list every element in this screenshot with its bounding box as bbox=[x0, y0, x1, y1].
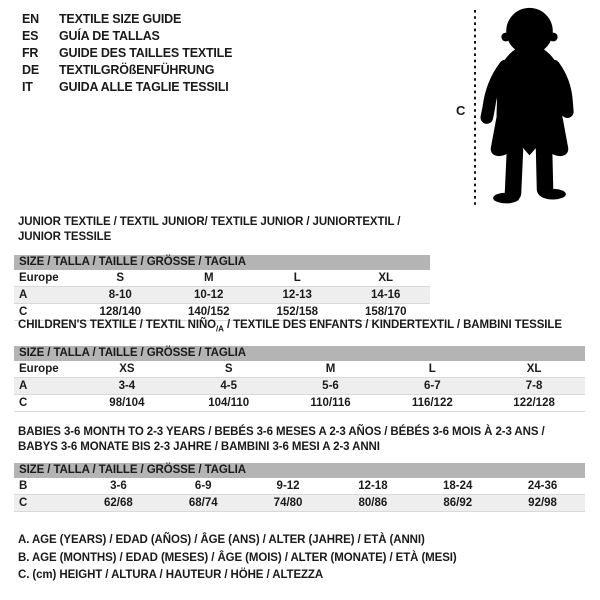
table-cell: 7-8 bbox=[483, 378, 585, 395]
row-header: B bbox=[14, 478, 76, 495]
table-cell: 6-9 bbox=[161, 478, 246, 495]
table-cell: 3-4 bbox=[76, 378, 178, 395]
baby-silhouette bbox=[487, 8, 568, 203]
table-cell: 80/86 bbox=[330, 495, 415, 512]
language-code: FR bbox=[22, 46, 39, 60]
babies-size-table bbox=[14, 478, 585, 512]
row-header: A bbox=[14, 378, 76, 395]
table-cell: 98/104 bbox=[76, 395, 178, 412]
language-title-list bbox=[22, 11, 232, 96]
table-header-band: SIZE / TALLA / TAILLE / GRÖSSE / TAGLIA bbox=[14, 255, 430, 270]
table-cell: 6-7 bbox=[381, 378, 483, 395]
table-cell: 24-36 bbox=[500, 478, 585, 495]
table-cell: 86/92 bbox=[415, 495, 500, 512]
children-size-table bbox=[14, 361, 585, 412]
table-cell: 12-18 bbox=[330, 478, 415, 495]
language-code: IT bbox=[22, 80, 33, 94]
language-title: GUIDE DES TAILLES TEXTILE bbox=[59, 46, 233, 60]
table-row bbox=[14, 270, 430, 287]
language-title: TEXTILGRÖßENFÜHRUNG bbox=[59, 63, 215, 77]
table-cell: XS bbox=[76, 361, 178, 378]
table-cell: S bbox=[76, 270, 165, 287]
legend-line-c: C. (cm) HEIGHT / ALTURA / HAUTEUR / HÖHE / ALTEZZA bbox=[18, 569, 324, 581]
table-cell: 9-12 bbox=[246, 478, 331, 495]
legend bbox=[18, 532, 457, 585]
language-code: ES bbox=[22, 29, 39, 43]
table-cell: L bbox=[253, 270, 342, 287]
title-text: / TEXTILE DES ENFANTS / KINDERTEXTIL / BAMBINI TESSILE bbox=[223, 319, 562, 331]
table-cell: 122/128 bbox=[483, 395, 585, 412]
table-row bbox=[14, 287, 430, 304]
table-cell: XL bbox=[483, 361, 585, 378]
language-row-es bbox=[22, 28, 232, 45]
table-cell: 8-10 bbox=[76, 287, 165, 304]
table-cell: 10-12 bbox=[165, 287, 254, 304]
section-title: JUNIOR TEXTILE / TEXTIL JUNIOR/ TEXTILE JUNIOR / JUNIORTEXTIL / JUNIOR TESSILE bbox=[18, 216, 401, 243]
table-cell: 128/140 bbox=[76, 304, 165, 321]
table-cell: 4-5 bbox=[178, 378, 280, 395]
table-row bbox=[14, 378, 585, 395]
table-cell: S bbox=[178, 361, 280, 378]
section-babies-textile bbox=[14, 425, 585, 512]
language-row-it bbox=[22, 79, 232, 96]
row-header: A bbox=[14, 287, 76, 304]
table-row bbox=[14, 478, 585, 495]
language-row-de bbox=[22, 62, 232, 79]
junior-size-table bbox=[14, 270, 430, 321]
table-cell: 74/80 bbox=[246, 495, 331, 512]
table-cell: 140/152 bbox=[165, 304, 254, 321]
language-row-fr bbox=[22, 45, 232, 62]
table-cell: 110/116 bbox=[280, 395, 382, 412]
table-cell: 14-16 bbox=[342, 287, 431, 304]
baby-silhouette-figure bbox=[445, 4, 585, 212]
table-cell: 152/158 bbox=[253, 304, 342, 321]
table-cell: M bbox=[165, 270, 254, 287]
language-title: GUÍA DE TALLAS bbox=[59, 29, 160, 43]
height-measure-label: C bbox=[456, 103, 466, 118]
table-cell: 3-6 bbox=[76, 478, 161, 495]
section-childrens-textile bbox=[14, 318, 585, 412]
table-row bbox=[14, 361, 585, 378]
table-cell: M bbox=[280, 361, 382, 378]
title-subscript: /A bbox=[216, 324, 224, 334]
table-cell: 12-13 bbox=[253, 287, 342, 304]
language-code: DE bbox=[22, 63, 39, 77]
title-text: CHILDREN'S TEXTILE / TEXTIL NIÑO bbox=[18, 319, 217, 331]
table-cell: 104/110 bbox=[178, 395, 280, 412]
language-row-en bbox=[22, 11, 232, 28]
row-header: Europe bbox=[14, 361, 76, 378]
language-code: EN bbox=[22, 12, 39, 26]
table-cell: 62/68 bbox=[76, 495, 161, 512]
section-junior-textile bbox=[14, 215, 430, 321]
row-header: C bbox=[14, 495, 76, 512]
legend-line-a: A. AGE (YEARS) / EDAD (AÑOS) / ÂGE (ANS) / ALTER (JAHRE) / ETÀ (ANNI) bbox=[18, 534, 425, 546]
title-line-2: BABYS 3-6 MONATE BIS 2-3 JAHRE / BAMBINI 3-6 MESI A 2-3 ANNI bbox=[18, 441, 380, 453]
table-cell: 158/170 bbox=[342, 304, 431, 321]
table-cell: L bbox=[381, 361, 483, 378]
language-title: GUIDA ALLE TAGLIE TESSILI bbox=[59, 80, 229, 94]
table-cell: 116/122 bbox=[381, 395, 483, 412]
table-cell: 5-6 bbox=[280, 378, 382, 395]
section-title bbox=[18, 425, 585, 455]
table-cell: 92/98 bbox=[500, 495, 585, 512]
row-header: C bbox=[14, 395, 76, 412]
table-row bbox=[14, 495, 585, 512]
legend-line-b: B. AGE (MONTHS) / EDAD (MESES) / ÂGE (MOIS) / ALTER (MONATE) / ETÀ (MESI) bbox=[18, 551, 457, 564]
title-line-1: BABIES 3-6 MONTH TO 2-3 YEARS / BEBÉS 3-6 MESES A 2-3 AÑOS / BÉBÉS 3-6 MOIS À 2-3 ANS / bbox=[18, 426, 545, 438]
row-header: C bbox=[14, 304, 76, 321]
language-title: TEXTILE SIZE GUIDE bbox=[59, 12, 182, 26]
table-cell: XL bbox=[342, 270, 431, 287]
row-header: Europe bbox=[14, 270, 76, 287]
table-cell: 18-24 bbox=[415, 478, 500, 495]
table-header-band: SIZE / TALLA / TAILLE / GRÖSSE / TAGLIA bbox=[14, 463, 585, 478]
height-figure bbox=[445, 4, 585, 212]
table-cell: 68/74 bbox=[161, 495, 246, 512]
table-header-band: SIZE / TALLA / TAILLE / GRÖSSE / TAGLIA bbox=[14, 346, 585, 361]
table-row bbox=[14, 395, 585, 412]
section-title bbox=[18, 318, 585, 336]
